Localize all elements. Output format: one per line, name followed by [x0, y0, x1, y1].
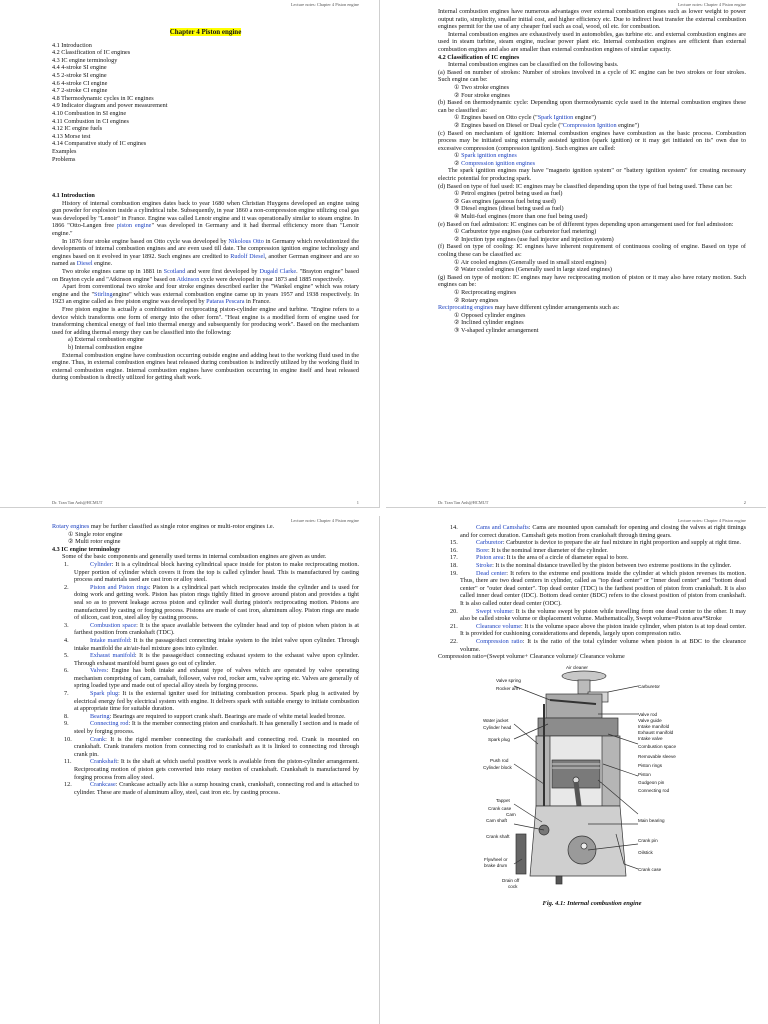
label-spark-plug: Spark plug [488, 736, 510, 742]
page-header: Lecture notes: Chapter 4 Piston engine [290, 2, 359, 7]
page-header: Lecture notes: Chapter 4 Piston engine [677, 518, 746, 523]
circled-one-icon: ① [454, 152, 460, 160]
term-item: 1. Cylinder: It is a cylindrical block having cylindrical space inside for piston to make reciprocating motion. Upper portion of cylinder which covers it from the top is called cylinder head. This is manufactured by casting process and materials used are cast iron or alloy steel. [64, 560, 359, 584]
page-number: 1 [356, 500, 359, 505]
term-link[interactable]: Piston and Piston rings [90, 583, 149, 591]
list-item [438, 160, 746, 168]
circled-two-icon: ② [454, 159, 460, 167]
section-heading-introduction: 4.1 Introduction [52, 192, 95, 200]
paragraph: Free piston engine is actually a combination of reciprocating piston-cylinder engine and turbine. "Engine refers to a device which transforms one form of energy into the other form". "Heat engine is a modified form of engine used for transforming chemical energy of fuel into thermal energy and subsequently for producing work". Based on the mechanism used for adding thermal energy they can be classified into the following: [52, 306, 359, 336]
link[interactable]: piston engine [116, 222, 152, 230]
toc-item[interactable]: 4.1 Introduction [52, 41, 92, 49]
label-valve-spring: Valve spring [496, 677, 521, 683]
toc-item[interactable]: Problems [52, 155, 76, 163]
term-link[interactable]: Spark plug [90, 690, 119, 698]
label-oilstick: Oilstick [638, 849, 653, 855]
link[interactable]: Pataras Pescara [206, 298, 245, 306]
term-link[interactable]: Connecting rod [90, 720, 129, 728]
term-item: 22. Compression ratio: It is the ratio of the total cylinder volume when piston is at BDC to the clearance volume. [450, 637, 747, 653]
term-item: 15. Carburetor: Carburetor is device to prepare the air fuel mixture in right proportion and supply at right time. [450, 539, 741, 547]
toc-item[interactable]: 4.12 IC engine fuels [52, 125, 103, 133]
term-link[interactable]: Cams and Camshafts [476, 524, 529, 531]
paragraph: Some of the basic components and generally used terms in internal combustion engines are given as under. [62, 553, 327, 561]
paragraph: Reciprocating engines may have different cylinder arrangements such as: [438, 304, 620, 312]
circled-two-icon: ② [454, 266, 460, 274]
list-item: b) Internal combustion engine [68, 343, 143, 351]
label-intake-valve: Intake valve [638, 735, 663, 741]
list-item: ② Rotary engines [454, 296, 499, 304]
list-item: ① Carburetor type engines (use carburetor fuel metering) [454, 228, 597, 236]
toc-item[interactable]: 4.6 4-stroke CI engine [52, 79, 108, 87]
label-gudgeon-pin: Gudgeon pin [638, 779, 665, 785]
paragraph: Internal combustion engines are exhaustively used in automobiles, gas turbine etc. and external combustion engines are used in steam turbine, steam engine, nuclear power plant etc. Internal combustion engines are efficient than external combustion engines and also are smaller than external combustion engines of similar capacity. [438, 30, 746, 53]
list-item: ④ Multi-fuel engines (more than one fuel being used) [454, 213, 588, 221]
link[interactable]: Scotland [163, 268, 186, 276]
label-water-jacket: Water jacket [483, 717, 509, 723]
circled-one-icon: ① [454, 228, 460, 236]
engine-diagram [438, 664, 738, 904]
term-item: 9. Connecting rod: It is the member connecting piston and crankshaft. It has generally I section and is made of steel by forging process. [64, 720, 359, 736]
link[interactable]: Stirling [94, 290, 113, 298]
link[interactable]: Reciprocating engines [438, 304, 494, 312]
link[interactable]: Atkinson [176, 275, 200, 283]
circled-one-icon: ① [454, 114, 460, 122]
paragraph: (a) Based on number of strokes: Number of strokes involved in a cycle of IC engine can be two strokes or four strokes. Such engine can be: [438, 68, 746, 84]
label-cam-shaft: Cam shaft [486, 817, 507, 823]
link[interactable]: Rudolf Diesel [230, 252, 266, 260]
list-item: a) External combustion engine [68, 336, 144, 344]
label-crank-case: Crank case [488, 805, 512, 811]
term-item: 18. Stroke: It is the nominal distance travelled by the piston between two extreme positions in the cylinder. [450, 561, 732, 569]
link[interactable]: Rotary engines [52, 523, 90, 530]
term-link[interactable]: Exhaust manifold [90, 652, 135, 660]
term-item: 12. Crankcase: Crankcase actually acts like a sump housing crank, crankshaft, connecting rod and is attached to cylinder. These are made of aluminum alloy, steel, cast iron etc. by casting process. [64, 781, 359, 796]
paragraph: (c) Based on mechanism of ignition: Internal combustion engines have combustion as the basic process. Combustion process may be initiated using externally assisted ignition (spark ignition) or it may get initiated on its" own due to excessive compression (compression ignition). Such engines are called: [438, 129, 746, 152]
list-item: ② Inclined cylinder engines [454, 319, 524, 327]
page-4-content [438, 524, 746, 907]
term-link[interactable]: Piston area [476, 554, 504, 562]
term-item: 8. Bearing: Bearings are required to support crank shaft. Bearings are made of white metal leaded bronze. [64, 712, 346, 720]
label-removable-sleeve: Removable sleeve [638, 753, 676, 759]
term-link[interactable]: Crankcase [90, 781, 116, 789]
list-item: ① Opposed cylinder engines [454, 311, 526, 319]
toc-item[interactable]: 4.10 Combustion in SI engine [52, 109, 127, 117]
page-footer: Dr. Tran Tan Anh@HCMUT 2 [438, 500, 746, 505]
figure-caption: Fig. 4.1: Internal combustion engine [542, 899, 642, 907]
chapter-title: Chapter 4 Piston engine [169, 28, 242, 36]
engine-figure [438, 664, 738, 904]
circled-two-icon: ② [68, 538, 74, 546]
list-item: ③ V-shaped cylinder arrangement [454, 326, 539, 334]
circled-one-icon: ① [454, 83, 460, 91]
section-heading-classification: 4.2 Classification of IC engines [438, 53, 520, 61]
document-page-4 [386, 516, 766, 1024]
term-item: 21. Clearance volume: It is the volume space above the piston inside cylinder, when piston is at top dead center. It is provided for cushioning considerations and depends, largely upon compression ratio. [450, 622, 746, 638]
list-item [438, 152, 746, 160]
term-item: 16. Bore: It is the nominal inner diameter of the cylinder. [450, 546, 608, 554]
term-item: 19. Dead center: It refers to the extreme end positions inside the cylinder at which piston reverses its motion. Thus, there are two dead centers in cylinder, called as "top dead center" or "inner dead center" and "bottom dead center" or "outer dead center". Top dead center (TDC) is the farthest position of piston from crankshaft. It is also called inner dead center (IDC). Bottom dead center (BDC) refers to the closest position of piston from crankshaft. It is also called outer dead center (ODC). [450, 569, 746, 607]
label-intake-manifold: Intake manifold [638, 723, 670, 729]
paragraph: Internal combustion engines have numerous advantages over external combustion engines such as lower weight to power output ratio, simplicity, smaller initial cost, and higher efficiency etc. Due to indirect heat transfer the external combustion engines permit for the use of any cheaper fuel such as coal, wood, oil etc. for combustion. [438, 8, 746, 31]
term-item: 10. Crank: It is the rigid member connecting the crankshaft and connecting rod. Crank is mounted on crankshaft. Crank transfers motion from connecting rod to crankshaft as it is linked to connecting rod through crank pin. [64, 735, 359, 758]
circled-four-icon: ④ [454, 213, 460, 221]
paragraph: Rotary engines may be further classified as single rotor engines or multi-rotor engines i.e. [52, 523, 275, 530]
circled-three-icon: ③ [454, 205, 460, 213]
term-item: 3. Combustion space: It is the space available between the cylinder head and top of piston when piston is at farthest position from crankshaft (TDC). [64, 621, 359, 637]
label-cam: Cam [506, 811, 516, 817]
link[interactable]: Spark ignition engines [461, 152, 517, 160]
term-item: 7. Spark plug: It is the external igniter used for initiating combustion process. Spark plug is activated by electrical energy fed by electrical system with engine. It delivers spark with suitable energy to initiate combustion at appropriate time for suitable duration. [64, 690, 360, 713]
term-link[interactable]: Bearing [90, 712, 110, 720]
circled-one-icon: ① [454, 258, 460, 266]
term-link[interactable]: Compression ratio [476, 637, 523, 645]
document-page-2 [386, 0, 766, 508]
document-page-3 [0, 516, 380, 1024]
page-1-content [52, 9, 359, 382]
toc-item[interactable]: 4.9 Indicator diagram and power measurement [52, 102, 168, 110]
toc-item[interactable]: 4.3 IC engine terminology [52, 56, 118, 64]
paragraph: Two stroke engines came up in 1881 in Scotland and were first developed by Dugald Clarke. "Brayton engine" based on Brayton cycle and "Atkinson engine" based on Atkinson cycle were developed in year 1873 and 1885 respectively. [52, 268, 360, 283]
list-item: ① Two stroke engines [454, 83, 510, 91]
label-push-rod: Push rod [490, 757, 509, 763]
list-item: ① Reciprocating engines [454, 288, 517, 296]
circled-one-icon: ① [454, 311, 460, 319]
paragraph: External combustion engine have combustion occurring outside engine and adding heat to the working fluid used in the engine. Thus, in external combustion engines heat released during combustion is indirectly utilized by the working fluid in external combustion engine. Internal combustion engines have combustion occurring in engine itself and heat released during combustion is directly utilized for getting shaft work. [52, 351, 359, 382]
circled-one-icon: ① [454, 288, 460, 296]
page-2-content [438, 8, 746, 335]
list-item: ① Engines based on Otto cycle ("Spark Ignition engine") [454, 114, 596, 122]
label-crank-shaft: Crank shaft [486, 833, 510, 839]
paragraph: History of internal combustion engines dates back to year 1680 when Christian Huygens developed an engine using gun powder for explosion inside a cylindrical tube. Subsequently, in year 1860 a non-compression engine utilizing coal gas was developed by "Lenoir" in France. Engine was called Lenoir engine and it was operationally similar to steam engine. In 1866 "Otto-Langen free piston engine" was developed in Germany and it had thermal efficiency more than "Lenoir engine." [52, 199, 360, 238]
term-item: 6. Valves: Engine has both intake and exhaust type of valves which are operated by valve operating mechanism comprising of cam, camshaft, follower, valve rod, rocker arm, valve spring etc. Valves are generally of spring loaded type and made out of special alloy steels by forging process. [64, 667, 359, 690]
term-item: 5. Exhaust manifold: It is the passage/duct connecting exhaust system to the exhaust valve upon cylinder. Through exhaust manifold burnt gases go out of cylinder. [64, 652, 359, 667]
term-item: 4. Intake manifold: It is the passage/duct connecting intake system to the inlet valve upon cylinder. Through intake manifold the air/air-fuel mixture goes into cylinder. [64, 636, 359, 652]
term-item: 2. Piston and Piston rings: Piston is a cylindrical part which reciprocates inside the cylinder and is used for doing work and getting work. Piston has piston rings tightly fitted in groove around piston and provides a tight seal so as to prevent leakage across piston and cylinder wall during piston's reciprocating motion. Pistons are manufactured by casting or forging process. Pistons are made of cast iron, aluminum alloy. Piston rings are made of silicon, cast iron, steel alloy by casting process. [64, 583, 359, 622]
toc-item[interactable]: 4.4 4-stroke SI engine [52, 64, 107, 72]
term-item: 11. Crankshaft: It is the shaft at which useful positive work is available from the piston-cylinder arrangement. Reciprocating motion of piston gets converted into rotary motion of crankshaft. Crankshaft is manufactured by forging process from alloy steel. [64, 758, 359, 781]
paragraph: In 1876 four stroke engine based on Otto cycle was developed by Nikolous Otto in Germany which revolutionized the developments of internal combustion engines and are even used till date. The compression ignition engine technology and engines based on it evolved in year 1892. Such engines are credited to Rudolf Diesel, another German engineer and are so named as Diesel engine. [52, 237, 360, 268]
circled-two-icon: ② [454, 235, 460, 243]
circled-two-icon: ② [454, 197, 460, 205]
circled-two-icon: ② [454, 319, 460, 327]
list-item: ② Multi rotor engine [68, 538, 121, 546]
page-header: Lecture notes: Chapter 4 Piston engine [290, 518, 359, 523]
term-link[interactable]: Bore [476, 546, 489, 554]
list-item: ① Petrol engines (petrol being used as fuel) [454, 190, 563, 198]
term-item: 14. Cams and Camshafts: Cams are mounted upon camshaft for opening and closing the valves at right timings and for correct duration. Camshaft gets motion from crankshaft through timing gears. [450, 524, 746, 539]
circled-one-icon: ① [68, 530, 74, 538]
circled-two-icon: ② [454, 296, 460, 304]
label-tappet: Tappet [496, 797, 510, 803]
term-link[interactable]: Cylinder [90, 560, 112, 568]
term-link[interactable]: Valves [90, 667, 107, 675]
label-exhaust-manifold: Exhaust manifold [638, 729, 674, 735]
table-of-contents [52, 42, 359, 164]
toc-item[interactable]: 4.5 2-stroke SI engine [52, 71, 107, 79]
list-item: ③ Diesel engines (diesel being used as fuel) [454, 205, 564, 213]
label-valve-rod: Valve rod [638, 711, 658, 717]
toc-item[interactable]: 4.7 2-stroke CI engine [52, 87, 108, 95]
paragraph: Apart from conventional two stroke and four stroke engines described earlier the "Wankel engine" which was rotary engine and the "Stirlingengine" which was external combustion engine came up in years 1957 and 1938 respectively. In 1923 an engine called as free piston engine was developed by Pataras Pescara in France. [52, 283, 360, 306]
term-link[interactable]: Intake manifold [90, 636, 130, 644]
link[interactable]: Dugald Clarke [259, 268, 297, 276]
list-item: ② Gas engines (gaseous fuel being used) [454, 197, 556, 205]
toc-item[interactable]: 4.8 Thermodynamic cycles in IC engines [52, 94, 154, 102]
circled-two-icon: ② [454, 91, 460, 99]
link[interactable]: Nikolous Otto [228, 237, 264, 245]
label-crank-case-2: Crank case [638, 866, 662, 872]
label-valve-guide: Valve guide [638, 717, 662, 723]
link[interactable]: Spark Ignition [537, 114, 574, 122]
page-number: 2 [743, 500, 746, 505]
label-drain-off: Drain off [502, 877, 520, 883]
document-page-1 [0, 0, 380, 508]
term-link[interactable]: Stroke [476, 561, 493, 569]
label-piston: Piston [638, 771, 651, 777]
page-footer: Dr. Tran Tan Anh@HCMUT 1 [52, 500, 359, 505]
term-item: 20. Swept volume: It is the volume swept by piston while travelling from one dead center to the other. It may also be called stroke volume or displacement volume. Mathematically, Swept volume=Piston area*Stroke [450, 607, 746, 623]
term-link[interactable]: Swept volume [476, 607, 513, 615]
label-piston-rings: Piston rings [638, 762, 663, 768]
page-3-content [52, 523, 359, 796]
link[interactable]: Compression Ignition [562, 121, 617, 129]
term-link[interactable]: Crank [90, 735, 106, 743]
label-brake-drum: brake drum [484, 862, 508, 868]
label-cylinder-block: Cylinder block [483, 764, 512, 770]
section-heading-terminology: 4.3 IC engine terminology [52, 545, 121, 553]
link[interactable]: Diesel [76, 260, 93, 268]
paragraph: (g) Based on type of motion: IC engines may have reciprocating motion of piston or it may also have rotary motion. Such engines can be: [438, 273, 746, 289]
toc-item[interactable]: 4.11 Combustion in CI engines [52, 117, 129, 125]
term-link[interactable]: Combustion space [90, 621, 137, 629]
circled-one-icon: ① [454, 190, 460, 198]
term-link[interactable]: Crankshaft [90, 758, 118, 766]
link[interactable]: Compression ignition engines [461, 159, 536, 167]
term-item: 17. Piston area: It is the area of a circle of diameter equal to bore. [450, 554, 629, 562]
label-crank-pin: Crank pin [638, 837, 658, 843]
label-flywheel: Flywheel or [484, 856, 508, 862]
list-item: ② Water cooled engines (Generally used in large sized engines) [454, 266, 612, 274]
paragraph: (e) Based on fuel admission: IC engines can be of different types depending upon arrangement used for fuel admission: [438, 220, 734, 228]
label-rocker-arm: Rocker arm [496, 685, 520, 691]
toc-item[interactable]: Examples [52, 147, 77, 155]
toc-item[interactable]: 4.2 Classification of IC engines [52, 49, 131, 57]
label-air-cleaner: Air cleaner [566, 664, 588, 670]
paragraph: (f) Based on type of cooling: IC engines have inherent requirement of continuous cooling of engine. Based on type of cooling these can be classified as: [438, 243, 746, 258]
term-link[interactable]: Dead center [476, 569, 507, 577]
list-item: ① Single rotor engine [68, 530, 123, 538]
list-item: ② Injection type engines (use fuel injector and injection system) [454, 235, 614, 243]
toc-item[interactable]: 4.13 Morse test [52, 132, 91, 140]
label-connecting-rod: Connecting rod [638, 787, 670, 793]
paragraph: The spark ignition engines may have "magneto ignition system" or "battery ignition system" for creating necessary electric potential for producing spark. [438, 167, 746, 183]
circled-three-icon: ③ [454, 326, 460, 334]
label-combustion-space: Combustion space [638, 743, 677, 749]
paragraph: (d) Based on type of fuel used: IC engines may be classified depending upon the type of fuel being used. These can be: [438, 182, 733, 190]
paragraph: (b) Based on thermodynamic cycle: Depending upon thermodynamic cycle used in the internal combustion engines these can be classified as: [438, 99, 746, 114]
label-cylinder-head: Cylinder head [483, 724, 512, 730]
list-item: ② Engines based on Diesel or Dual cycle ("Compression Ignition engine") [454, 121, 640, 129]
page-header: Lecture notes: Chapter 4 Piston engine [677, 2, 746, 7]
label-main-bearing: Main bearing [638, 817, 665, 823]
list-item: ① Air cooled engines (Generally used in small sized engines) [454, 258, 607, 266]
term-link[interactable]: Clearance volume [476, 622, 521, 630]
formula: Compression ratio=(Swept volume+ Clearance volume)/ Clearance volume [438, 653, 625, 661]
term-link[interactable]: Carburetor [476, 539, 503, 547]
label-carburetor: Carburetor [638, 683, 660, 689]
toc-item[interactable]: 4.14 Comparative study of IC engines [52, 140, 147, 148]
paragraph: Internal combustion engines can be classified on the following basis. [448, 61, 619, 69]
list-item: ② Four stroke engines [454, 91, 510, 99]
label-cock: cock [508, 883, 518, 889]
circled-two-icon: ② [454, 121, 460, 129]
